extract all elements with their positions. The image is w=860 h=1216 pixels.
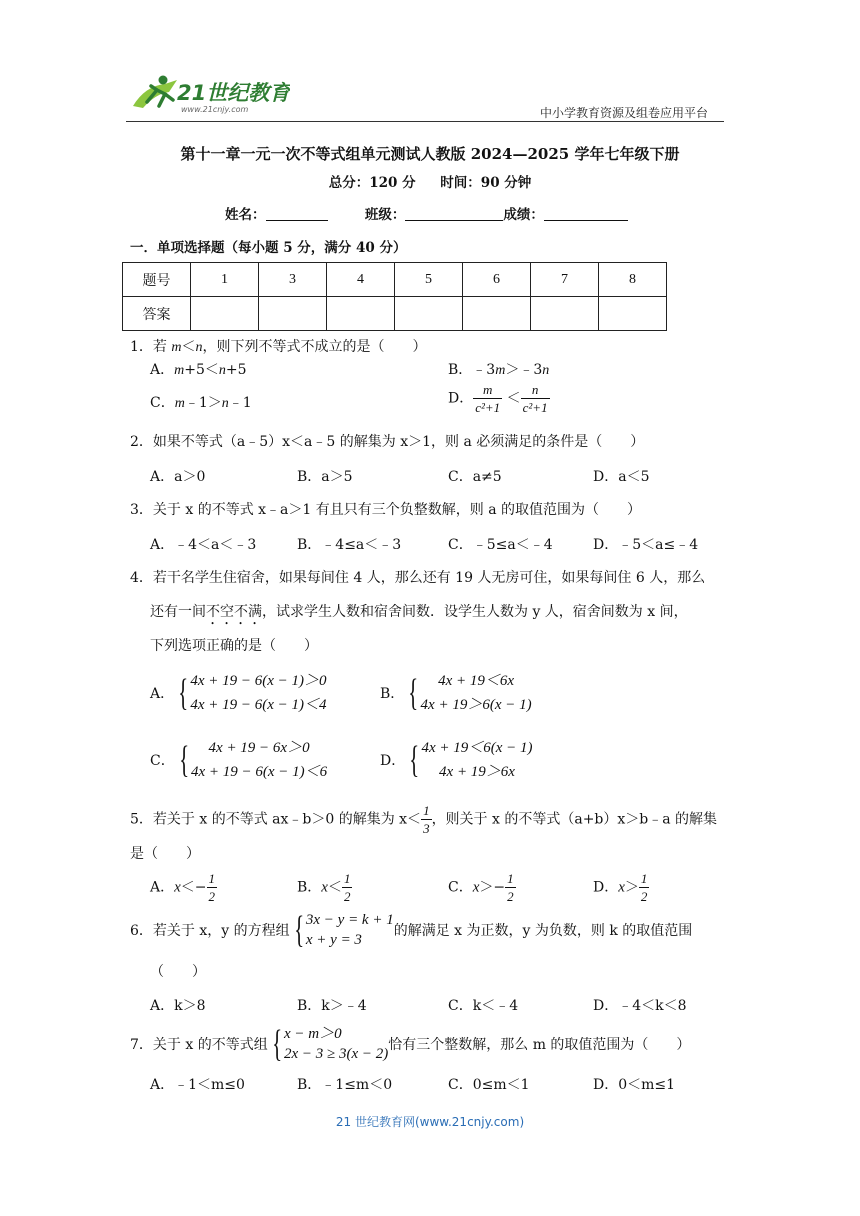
logo-text: 21世纪教育 [177, 81, 290, 105]
q5-option-d[interactable]: D．x＞ $\frac{1}{2}$ [593, 871, 648, 904]
question-3: 3．关于 x 的不等式 x﹣a＞1 有且只有三个负整数解，则 a 的取值范围为（ ） [130, 502, 641, 518]
question-5: 5．若关于 x 的不等式 ax﹣b＞0 的解集为 x＜ $\frac{1}{3}$ ，则关于 x 的不等式（a+b）x＞b﹣a 的解集 [130, 803, 718, 836]
answer-table [122, 262, 667, 331]
grade-label: 成绩： [503, 207, 544, 223]
class-label: 班级： [364, 207, 406, 223]
exam-meta [0, 171, 860, 191]
site-logo [125, 72, 290, 116]
q3-option-b[interactable]: B．﹣4≤a＜﹣3 [297, 537, 402, 553]
q2-option-d[interactable]: D．a＜5 [593, 469, 650, 485]
q4-option-a[interactable]: A． { 4x + 19 − 6(x − 1)＞0 4x + 19 − 6(x − 1)＜4 [150, 672, 327, 714]
answer-cell[interactable] [395, 297, 463, 331]
question-6: 6．若关于 x，y 的方程组 { 3x − y = k + 1 x + y = 3 的解满足 x 为正数，y 为负数，则 k 的取值范围 [130, 909, 693, 951]
table-row [123, 297, 667, 331]
q4-option-c[interactable]: C． { 4x + 19 − 6x＞0 4x + 19 − 6(x − 1)＜6 [150, 739, 328, 781]
header-cell: 5 [395, 263, 463, 297]
header-cell: 6 [463, 263, 531, 297]
header-cell: 4 [327, 263, 395, 297]
time-limit: 时间：90 分钟 [440, 175, 532, 191]
platform-name: 中小学教育资源及组卷应用平台 [540, 106, 709, 120]
logo-url: www.21cnjy.com [181, 105, 249, 114]
answer-label: 答案 [123, 297, 191, 331]
name-label: 姓名： [225, 207, 266, 223]
question-4-line2: 还有一间不空不满，试求学生人数和宿舍间数．设学生人数为 y 人，宿舍间数为 x 间， [150, 604, 688, 620]
q1-option-b[interactable]: B．﹣3m＞﹣3n [448, 362, 550, 378]
q2-option-c[interactable]: C．a≠5 [448, 469, 502, 485]
header-divider [126, 121, 724, 122]
class-blank[interactable] [405, 206, 503, 221]
question-1: 1．若 m＜n，则下列不等式不成立的是（ ） [130, 339, 427, 355]
question-2: 2．如果不等式（a﹣5）x＜a﹣5 的解集为 x＞1，则 a 必须满足的条件是（ ） [130, 434, 645, 450]
q3-option-d[interactable]: D．﹣5＜a≤﹣4 [593, 537, 699, 553]
q1-option-c[interactable]: C．m﹣1＞n﹣1 [150, 395, 252, 411]
question-6-line2: （ ） [150, 964, 206, 980]
header-cell: 7 [531, 263, 599, 297]
page-title: 第十一章一元一次不等式组单元测试人教版 2024—2025 学年七年级下册 [180, 145, 680, 163]
answer-cell[interactable] [531, 297, 599, 331]
q5-option-b[interactable]: B．x＜ $\frac{1}{2}$ [297, 871, 351, 904]
q5-option-a[interactable]: A．x＜− $\frac{1}{2}$ [150, 871, 216, 904]
q3-option-c[interactable]: C．﹣5≤a＜﹣4 [448, 537, 553, 553]
q7-option-b[interactable]: B．﹣1≤m＜0 [297, 1077, 393, 1093]
q6-option-c[interactable]: C．k＜﹣4 [448, 998, 519, 1014]
q4-option-b[interactable]: B． { 4x + 19＜6x 4x + 19＞6(x − 1) [380, 672, 532, 714]
question-7: 7．关于 x 的不等式组 { x − m＞0 2x − 3 ≥ 3(x − 2) 恰有三个整数解，那么 m 的取值范围为（ ） [130, 1023, 691, 1065]
q2-option-a[interactable]: A．a＞0 [150, 469, 206, 485]
question-5-line2: 是（ ） [130, 846, 200, 862]
answer-cell[interactable] [463, 297, 531, 331]
total-score: 总分：120 分 [328, 175, 416, 191]
header-cell: 题号 [123, 263, 191, 297]
name-blank[interactable] [266, 206, 328, 221]
header-cell: 3 [259, 263, 327, 297]
q4-option-d[interactable]: D． { 4x + 19＜6(x − 1) 4x + 19＞6x [380, 739, 533, 781]
answer-cell[interactable] [259, 297, 327, 331]
header-cell: 1 [191, 263, 259, 297]
question-4-line3: 下列选项正确的是（ ） [150, 638, 318, 654]
answer-cell[interactable] [191, 297, 259, 331]
footer-link[interactable]: 21 世纪教育网(www.21cnjy.com) [335, 1115, 525, 1129]
q3-option-a[interactable]: A．﹣4＜a＜﹣3 [150, 537, 257, 553]
q2-option-b[interactable]: B．a＞5 [297, 469, 353, 485]
section-heading: 一．单项选择题（每小题 5 分，满分 40 分） [130, 240, 407, 256]
q7-option-d[interactable]: D．0＜m≤1 [593, 1077, 676, 1093]
header-cell: 8 [599, 263, 667, 297]
answer-cell[interactable] [599, 297, 667, 331]
q5-option-c[interactable]: C．x＞− $\frac{1}{2}$ [448, 871, 514, 904]
answer-cell[interactable] [327, 297, 395, 331]
q1-option-a[interactable]: A．m+5＜n+5 [150, 362, 247, 378]
q6-option-d[interactable]: D．﹣4＜k＜8 [593, 998, 687, 1014]
question-4-line1: 4．若干名学生住宿舍，如果每间住 4 人，那么还有 19 人无房可住，如果每间住 6 人，那么 [130, 570, 706, 586]
q7-option-a[interactable]: A．﹣1＜m≤0 [150, 1077, 245, 1093]
q6-option-a[interactable]: A．k＞8 [150, 998, 206, 1014]
q7-option-c[interactable]: C．0≤m＜1 [448, 1077, 530, 1093]
q1-option-d[interactable]: D． $\frac{m}{\text{c²+1}}$ ＜ $\frac{n}{\text{c²+1}}$ [448, 382, 548, 415]
table-row [123, 263, 667, 297]
q6-option-b[interactable]: B．k＞﹣4 [297, 998, 367, 1014]
student-info [225, 203, 628, 223]
grade-blank[interactable] [544, 206, 628, 221]
